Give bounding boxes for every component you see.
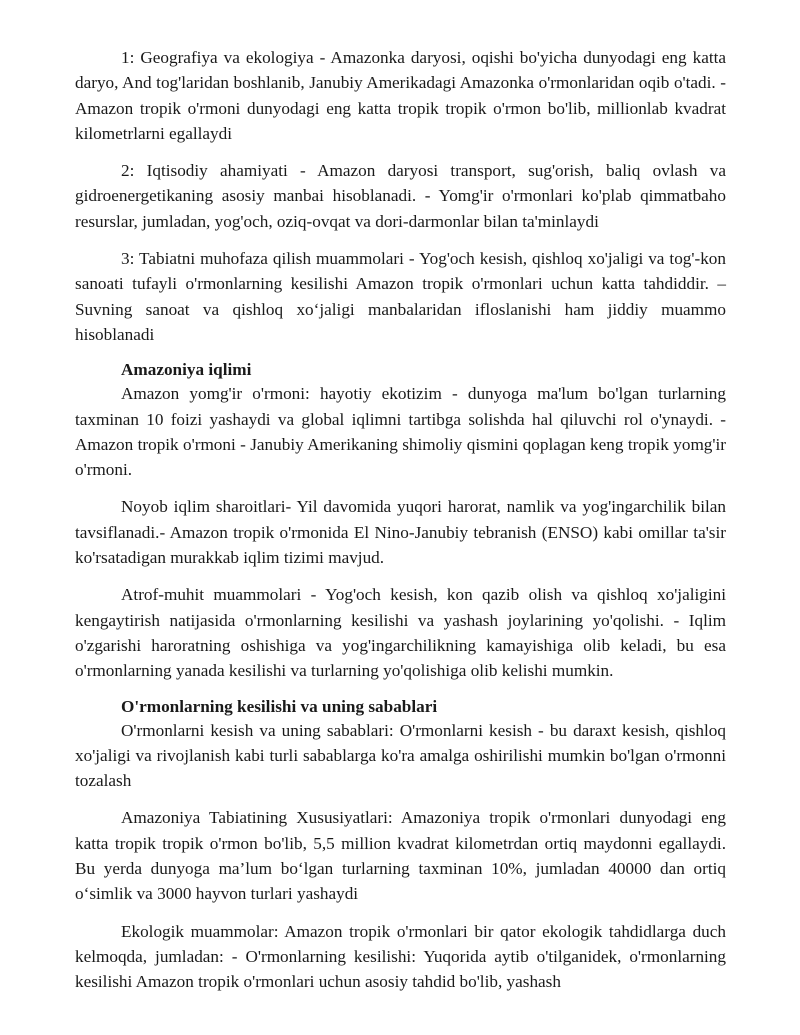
paragraph-ecological-problems: Ekologik muammolar: Amazon tropik o'rmonlari bir qator ekologik tahdidlarga duch kelmoqda, jumladan: - O'rmonlarning kesilishi: Yuqorida aytib o'tilganidek, o'rmonlarning kesilishi Amazon tropik o'rmonlari uchun asosiy tahdid bo'lib, yashash	[75, 921, 726, 992]
paragraph-economy: 2: Iqtisodiy ahamiyati - Amazon daryosi transport, sug'orish, baliq ovlash va gidroenergetikaning asosiy manbai hisoblanadi. - Yomg'ir o'rmonlari ko'plab qimmatbaho resurslar, jumladan, yog'och, oziq-ovqat va dori-darmonlar bilan ta'minlaydi	[75, 161, 726, 231]
paragraph-conservation: 3: Tabiatni muhofaza qilish muammolari - Yog'och kesish, qishloq xo'jaligi va tog'-kon sanoati tufayli o'rmonlarning kesilishi Amazon tropik o'rmonlari uchun katta tahdiddir. – Suvning sanoat va qishloq xo‘jaligi manbalaridan ifloslanishi ham jiddiy muammo hisoblanadi	[75, 249, 726, 344]
paragraph-geography: 1: Geografiya va ekologiya - Amazonka daryosi, oqishi bo'yicha dunyodagi eng katta daryo, And tog'laridan boshlanib, Janubiy Amerikadagi Amazonka o'rmonlaridan oqib o'tadi. - Amazon tropik o'rmoni dunyodagi eng katta tropik tropik o'rmon bo'lib, millionlab kvadrat kilometrlarni egallaydi	[75, 48, 726, 143]
paragraph-deforestation-causes: O'rmonlarni kesish va uning sabablari: O'rmonlarni kesish - bu daraxt kesish, qishloq xo'jaligi va rivojlanish kabi turli sabablarga ko'ra amalga oshirilishi mumkin bo'lgan o'rmonni tozalash	[75, 720, 726, 791]
section-heading-climate: Amazoniya iqlimi	[121, 360, 252, 380]
paragraph-climate-conditions: Noyob iqlim sharoitlari- Yil davomida yuqori harorat, namlik va yog'ingarchilik bilan tavsiflanadi.- Amazon tropik o'rmonida El Nino-Janubiy tebranish (ENSO) kabi omillar ta'sir ko'rsatadigan murakkab iqlim tizimi mavjud.	[75, 497, 726, 568]
section-heading-deforestation: O'rmonlarning kesilishi va uning sabablari	[121, 696, 438, 716]
paragraph-environment-issues: Atrof-muhit muammolari - Yog'och kesish, kon qazib olish va qishloq xo'jaligini kengaytirish natijasida o'rmonlarning kesilishi va yashash joylarining yo'qolishi. - Iqlim o'zgarishi haroratning oshishiga va yog'ingarchilikning kamayishiga olib keladi, bu esa o'rmonlarning yanada kesilishi va turlarning yo'qolishiga olib kelishi mumkin.	[75, 585, 726, 681]
document-page	[75, 45, 726, 1007]
paragraph-amazon-nature: Amazoniya Tabiatining Xususiyatlari: Amazoniya tropik o'rmonlari dunyodagi eng katta tropik tropik o'rmon bo'lib, 5,5 million kvadrat kilometrdan ortiq maydonni egallaydi. Bu yerda dunyoga ma’lum bo‘lgan turlarning taxminan 10%, jumladan 40000 dan ortiq o‘simlik va 3000 hayvon turlari yashaydi	[75, 808, 726, 904]
paragraph-rainforest: Amazon yomg'ir o'rmoni: hayotiy ekotizim - dunyoga ma'lum bo'lgan turlarning taxminan 10 foizi yashaydi va global iqlimni tartibga solishda hal qiluvchi rol o'ynaydi. - Amazon tropik o'rmoni - Janubiy Amerikaning shimoliy qismini qoplagan keng tropik yomg'ir o'rmoni.	[75, 384, 726, 480]
